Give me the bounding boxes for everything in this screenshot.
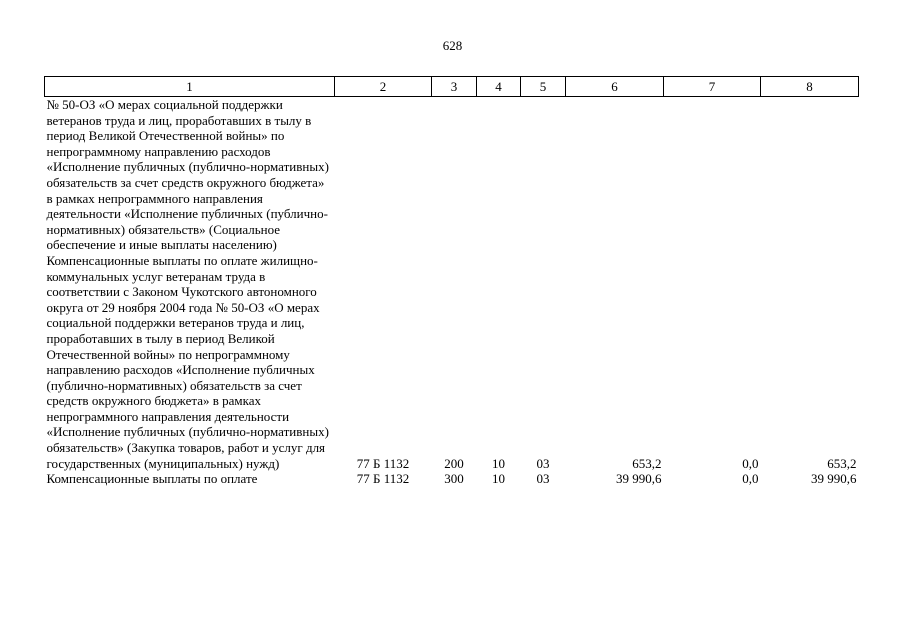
row-expense-type: 200 [444, 455, 464, 471]
row-target-article [335, 97, 432, 253]
row-amount-col6: 653,2 [632, 455, 662, 471]
row-amount-col7: 0,0 [742, 455, 759, 471]
row-subsection: 03 [536, 455, 550, 471]
row-amount-col8: 653,2 [827, 455, 857, 471]
row-amount-col7: 0,0 [742, 471, 759, 487]
row-name: № 50-ОЗ «О мерах социальной поддержки ветеранов труда и лиц, проработавших в тылу в период Великой Отечественной войны» по непрограммному направлению расходов «Исполнение публичных (публично-нормативных) обязательств за счет средств окружного бюджета» в рамках непрограммного направления деятельности «Исполнение публичных (публично-нормативных) обязательств» (Социальное обеспечение и иные выплаты населению) [46, 97, 329, 253]
column-header-7: 7 [664, 77, 761, 97]
table-row [45, 253, 859, 471]
table-header [45, 77, 859, 97]
row-amount-col6: 39 990,6 [616, 471, 662, 487]
row-amount-col8: 39 990,6 [811, 471, 857, 487]
row-section: 10 [492, 455, 505, 471]
column-header-3: 3 [432, 77, 477, 97]
column-header-6: 6 [566, 77, 664, 97]
row-section: 10 [492, 471, 505, 487]
column-header-2: 2 [335, 77, 432, 97]
column-header-4: 4 [477, 77, 521, 97]
row-target-article: 77 Б 1132 [356, 471, 410, 487]
row-amount-col8 [761, 97, 859, 253]
row-amount-col7 [664, 97, 761, 253]
row-name: Компенсационные выплаты по оплате [46, 471, 258, 487]
row-expense-type [432, 97, 477, 253]
column-header-5: 5 [521, 77, 566, 97]
row-name: Компенсационные выплаты по оплате жилищно-коммунальных услуг ветеранам труда в соответствии с Законом Чукотского автономного округа от 29 ноября 2004 года № 50-ОЗ «О мерах социальной поддержки ветеранов труда и лиц, проработавших в тылу в период Великой Отечественной войны» по непрограммному направлению расходов «Исполнение публичных (публично-нормативных) обязательств за счет средств окружного бюджета» в рамках непрограммного направления деятельности «Исполнение публичных (публично-нормативных) обязательств» (Закупка товаров, работ и услуг для государственных (муниципальных) нужд) [46, 252, 329, 471]
budget-table [44, 76, 859, 487]
row-subsection: 03 [536, 471, 550, 487]
table-body [45, 97, 859, 487]
row-subsection [521, 97, 566, 253]
row-target-article: 77 Б 1132 [356, 455, 410, 471]
row-expense-type: 300 [444, 471, 464, 487]
page-number: 628 [442, 38, 463, 53]
column-header-8: 8 [761, 77, 859, 97]
table-row [45, 471, 859, 487]
table-row [45, 97, 859, 253]
row-section [477, 97, 521, 253]
column-header-1: 1 [45, 77, 335, 97]
row-amount-col6 [566, 97, 664, 253]
